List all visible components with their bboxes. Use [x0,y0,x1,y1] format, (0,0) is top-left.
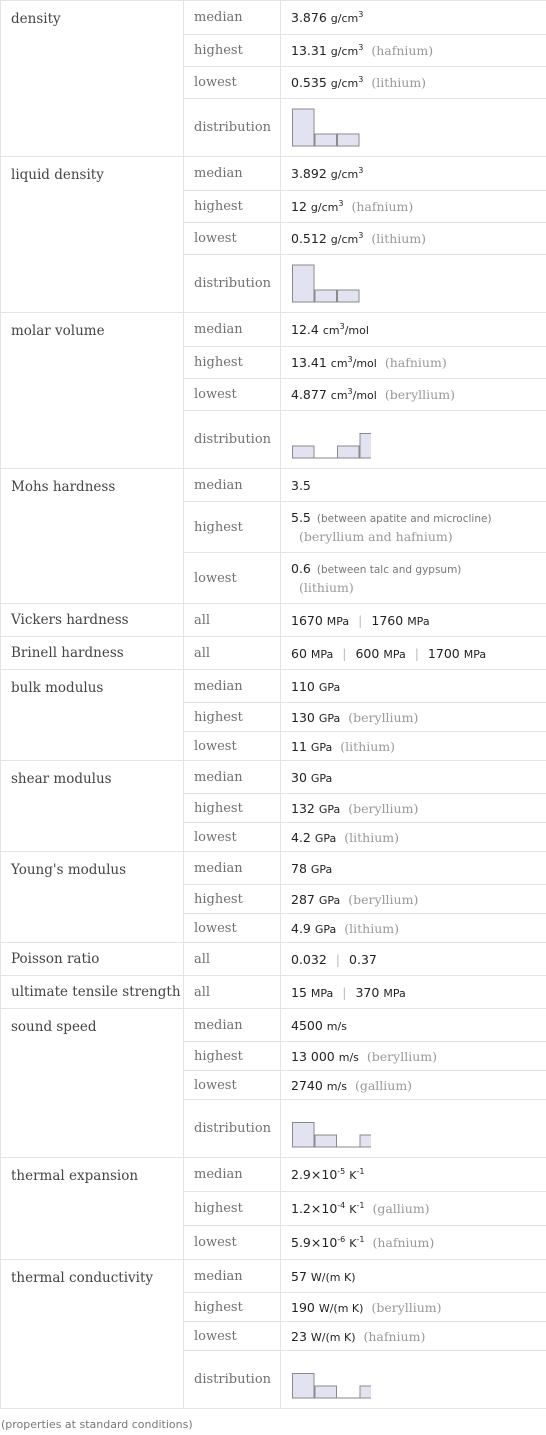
table-row [1,157,546,191]
property-label: Brinell hardness [1,637,184,670]
sub-label: highest [184,35,281,67]
property-label: ultimate tensile strength [1,976,184,1009]
value-cell: 132 GPa (beryllium) [281,794,546,823]
value-cell: $5.9\times 10^{-6}$ $K^{-1}$ (hafnium) [281,1226,546,1260]
sub-label: median [184,469,281,502]
sub-label: lowest [184,379,281,411]
sub-label: lowest [184,1322,281,1351]
sub-label: lowest [184,823,281,852]
value-cell: $2.9\times 10^{-5}$ $K^{-1}$ [281,1158,546,1192]
distribution-cell [281,1351,546,1409]
sub-label: highest [184,794,281,823]
sub-label: highest [184,703,281,732]
property-label: bulk modulus [1,670,184,761]
table-row [1,976,546,1009]
histogram-bar [293,109,315,146]
property-label: molar volume [1,313,184,469]
histogram-bar [360,1386,371,1398]
table-row [1,852,546,885]
sub-label: distribution [184,1100,281,1158]
property-label: Vickers hardness [1,604,184,637]
histogram-bar [360,433,371,458]
sub-label: median [184,761,281,794]
histogram-bar [338,290,360,302]
histogram-bar [315,1135,337,1147]
sub-label: median [184,1260,281,1293]
sub-label: median [184,1158,281,1192]
sub-label: highest [184,191,281,223]
value-cell: 15 MPa | 370 MPa [281,976,546,1009]
table-row [1,313,546,347]
sub-label: highest [184,1293,281,1322]
table-row [1,604,546,637]
distribution-cell [281,411,546,469]
sub-label: lowest [184,67,281,99]
value-cell: 78 GPa [281,852,546,885]
sub-label: median [184,1,281,35]
value-cell: 4.2 GPa (lithium) [281,823,546,852]
property-label: Poisson ratio [1,943,184,976]
distribution-histogram [291,1358,371,1402]
value-cell: 12.4 $cm^3$/mol [281,313,546,347]
property-label: Mohs hardness [1,469,184,604]
property-label: thermal expansion [1,1158,184,1260]
histogram-bar [293,446,315,458]
table-row [1,1,546,35]
histogram-bar [338,134,360,146]
sub-label: lowest [184,1071,281,1100]
value-cell: 190 W/(m K) (beryllium) [281,1293,546,1322]
property-label: sound speed [1,1009,184,1158]
sub-label: highest [184,1042,281,1071]
distribution-histogram [291,262,371,306]
table-row [1,469,546,502]
value-cell: 110 GPa [281,670,546,703]
distribution-cell [281,255,546,313]
value-cell: 287 GPa (beryllium) [281,885,546,914]
value-cell: 4.9 GPa (lithium) [281,914,546,943]
property-label: thermal conductivity [1,1260,184,1409]
table-row [1,637,546,670]
value-cell: 13.31 $g/cm^3$ (hafnium) [281,35,546,67]
distribution-histogram [291,106,371,150]
footer-note: (properties at standard conditions) [1,1418,193,1431]
value-cell: $1.2\times 10^{-4}$ $K^{-1}$ (gallium) [281,1192,546,1226]
histogram-bar [293,1373,315,1398]
sub-label: distribution [184,99,281,157]
distribution-histogram [291,1107,371,1151]
sub-label: lowest [184,553,281,604]
table-row [1,1260,546,1293]
value-cell: 4500 m/s [281,1009,546,1042]
value-cell: 23 W/(m K) (hafnium) [281,1322,546,1351]
value-cell: 60 MPa | 600 MPa | 1700 MPa [281,637,546,670]
sub-label: highest [184,347,281,379]
value-cell: 2740 m/s (gallium) [281,1071,546,1100]
value-cell: 30 GPa [281,761,546,794]
histogram-bar [315,290,337,302]
value-cell: 0.535 $g/cm^3$ (lithium) [281,67,546,99]
histogram-bar [315,1386,337,1398]
value-cell: 13.41 $cm^3$/mol (hafnium) [281,347,546,379]
histogram-bar [315,134,337,146]
distribution-cell [281,1100,546,1158]
value-cell: 3.892 $g/cm^3$ [281,157,546,191]
sub-label: median [184,157,281,191]
sub-label: lowest [184,223,281,255]
value-cell: 0.032 | 0.37 [281,943,546,976]
property-label: shear modulus [1,761,184,852]
distribution-histogram [291,418,371,462]
value-cell: 5.5 (between apatite and microcline) (beryllium and hafnium) [281,502,546,553]
sub-label: median [184,313,281,347]
histogram-bar [338,446,360,458]
property-label: density [1,1,184,157]
sub-label: highest [184,885,281,914]
table-row [1,1009,546,1042]
histogram-bar [360,1135,371,1147]
value-cell: 0.6 (between talc and gypsum) (lithium) [281,553,546,604]
table-row [1,943,546,976]
value-cell: 13 000 m/s (beryllium) [281,1042,546,1071]
sub-label: median [184,670,281,703]
property-label: Young's modulus [1,852,184,943]
value-cell: 4.877 $cm^3$/mol (beryllium) [281,379,546,411]
sub-label: median [184,1009,281,1042]
histogram-bar [293,265,315,302]
value-cell: 11 GPa (lithium) [281,732,546,761]
histogram-bar [293,1122,315,1147]
table-row [1,670,546,703]
value-cell: 3.876 $g/cm^3$ [281,1,546,35]
distribution-cell [281,99,546,157]
sub-label: all [184,637,281,670]
value-cell: 1670 MPa | 1760 MPa [281,604,546,637]
sub-label: all [184,604,281,637]
value-cell: 130 GPa (beryllium) [281,703,546,732]
sub-label: all [184,976,281,1009]
sub-label: all [184,943,281,976]
sub-label: distribution [184,255,281,313]
sub-label: highest [184,1192,281,1226]
sub-label: median [184,852,281,885]
sub-label: distribution [184,1351,281,1409]
value-cell: 0.512 $g/cm^3$ (lithium) [281,223,546,255]
sub-label: lowest [184,914,281,943]
value-cell: 57 W/(m K) [281,1260,546,1293]
sub-label: highest [184,502,281,553]
property-label: liquid density [1,157,184,313]
table-row [1,1158,546,1192]
sub-label: distribution [184,411,281,469]
sub-label: lowest [184,1226,281,1260]
sub-label: lowest [184,732,281,761]
value-cell: 12 $g/cm^3$ (hafnium) [281,191,546,223]
value-cell: 3.5 [281,469,546,502]
table-row [1,761,546,794]
